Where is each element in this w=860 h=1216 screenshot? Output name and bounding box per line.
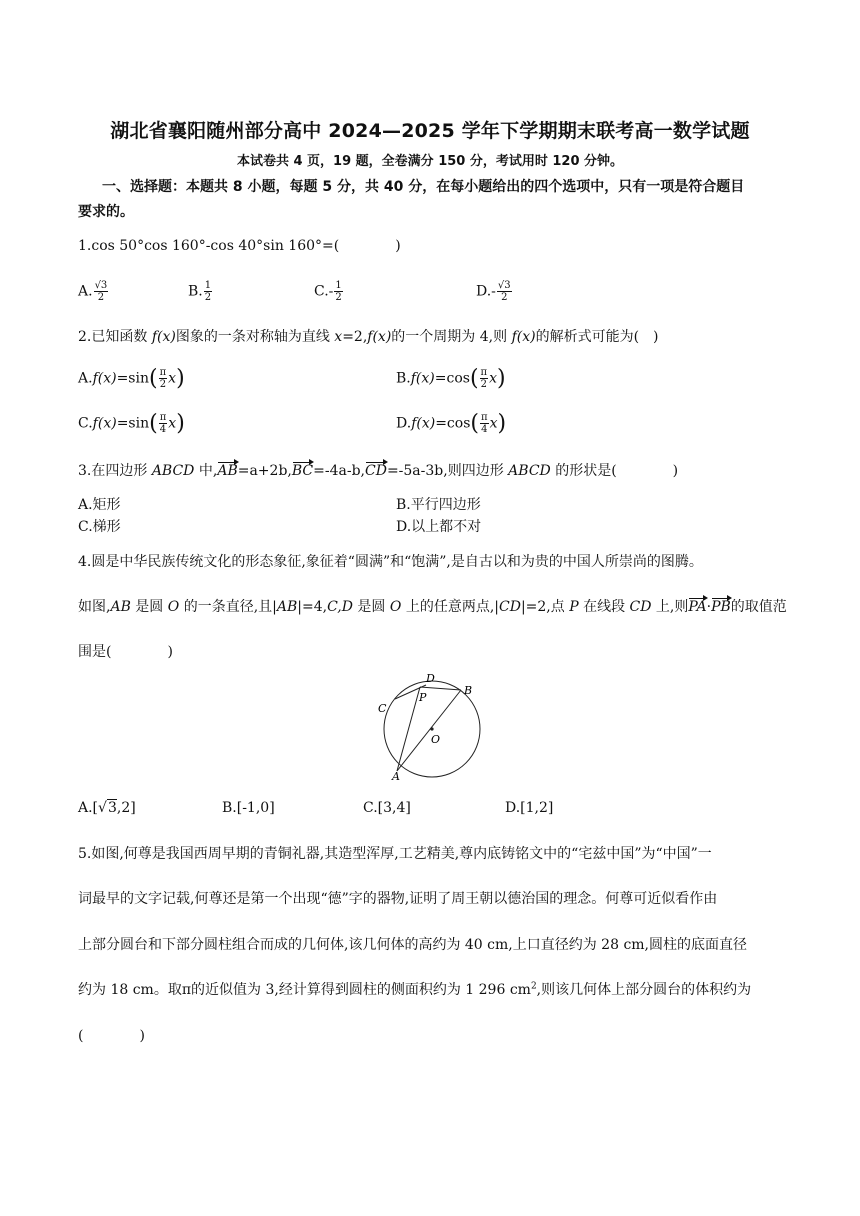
fraction: $\frac{1}{2}$	[335, 280, 342, 303]
section-heading-line2: 要求的。	[78, 204, 134, 220]
label-d: D	[426, 672, 435, 685]
section-heading-line1: 一、选择题：本题共 8 小题，每题 5 分，共 40 分，在每小题给出的四个选项中，只有一项是符合题目	[102, 179, 745, 195]
diameter-ab	[397, 690, 461, 771]
label-c: C	[378, 702, 387, 715]
label-a: A	[392, 770, 400, 783]
question-1-stem: 1.cos 50°cos 160°-cos 40°sin 160°=( )	[78, 238, 401, 254]
question-4-line2: 如图,AB 是圆 O 的一条直径,且|AB|=4,C,D 是圆 O 上的任意两点,|CD|=2,点 P 在线段 CD 上,则PA·PB的取值范	[78, 599, 787, 615]
option-label: B.	[188, 283, 203, 300]
question-5-line1: 5.如图,何尊是我国西周早期的青铜礼器,其造型浑厚,工艺精美,尊内底铸铭文中的“宅兹中国”为“中国”一	[78, 846, 712, 862]
label-p: P	[419, 691, 427, 704]
question-2-option-c: C.f(x)=sin( $\frac{\pi}{4}$ x)	[78, 411, 185, 436]
fraction: $\frac{√3}{2}$	[497, 280, 511, 303]
question-4-line3: 围是( )	[78, 644, 173, 660]
question-2-option-b: B.f(x)=cos( $\frac{\pi}{2}$ x)	[396, 366, 506, 391]
question-3-option-a: A.矩形	[78, 497, 121, 513]
question-3-option-c: C.梯形	[78, 519, 121, 535]
question-1-option-d	[476, 280, 513, 303]
question-4-option-a: A.[√3,2]	[78, 800, 136, 816]
question-5-line4: 约为 18 cm。取π的近似值为 3,经计算得到圆柱的侧面积约为 1 296 $cm^2$,则该几何体上部分圆台的体积约为	[78, 981, 752, 998]
center-point	[430, 727, 433, 730]
exam-title: 湖北省襄阳随州部分高中 2024—2025 学年下学期期末联考高一数学试题	[110, 120, 750, 142]
option-label: A.	[78, 283, 93, 300]
question-4-line1: 4.圆是中华民族传统文化的形态象征,象征着“圆满”和“饱满”,是自古以和为贵的中国人所崇尚的图腾。	[78, 554, 703, 570]
question-4-option-c: C.[3,4]	[363, 800, 411, 816]
question-3-option-b: B.平行四边形	[396, 497, 481, 513]
question-4-option-b: B.[-1,0]	[222, 800, 275, 816]
question-2-option-a: A.f(x)=sin( $\frac{\pi}{2}$ x)	[78, 366, 185, 391]
question-2-stem: 2.已知函数 f(x)图象的一条对称轴为直线 x=2,f(x)的一个周期为 4,则 f(x)的解析式可能为( )	[78, 329, 659, 345]
segment-pb	[420, 687, 461, 690]
question-1-option-b	[188, 280, 213, 303]
option-label: D.-	[476, 283, 496, 300]
fraction: $\frac{1}{2}$	[204, 280, 212, 303]
segment-pa	[397, 687, 420, 771]
question-4-option-d: D.[1,2]	[505, 800, 554, 816]
fraction: $\frac{√3}{2}$	[94, 280, 108, 303]
question-5-line3: 上部分圆台和下部分圆柱组合而成的几何体,该几何体的高约为 40 cm,上口直径约为 28 cm,圆柱的底面直径	[78, 937, 748, 953]
circle-figure	[368, 668, 498, 788]
label-o: O	[431, 733, 441, 746]
question-5-line2: 词最早的文字记载,何尊还是第一个出现“德”字的器物,证明了周王朝以德治国的理念。何尊可近似看作由	[78, 891, 718, 907]
question-1-option-a	[78, 280, 109, 303]
question-3-stem: 3.在四边形 ABCD 中,AB=a+2b,BC=-4a-b,CD=-5a-3b,则四边形 ABCD 的形状是( )	[78, 463, 679, 479]
question-3-option-d: D.以上都不对	[396, 519, 482, 535]
label-b: B	[464, 684, 473, 697]
question-1-option-c	[314, 280, 344, 303]
question-5-line5: ( )	[78, 1028, 145, 1044]
option-label: C.-	[314, 283, 334, 300]
exam-subtitle: 本试卷共 4 页，19 题，全卷满分 150 分，考试用时 120 分钟。	[236, 154, 624, 169]
question-2-option-d: D.f(x)=cos( $\frac{\pi}{4}$ x)	[396, 411, 507, 436]
